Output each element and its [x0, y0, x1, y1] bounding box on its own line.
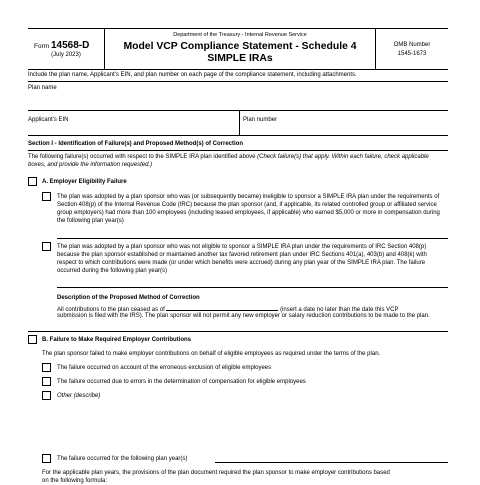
failure-a-option1-text: The plan was adopted by a plan sponsor who was (or subsequently became) ineligible to sponsor a SIMPLE IRA plan under the requirements of Section 408(p) of the Internal Revenue Code (IRC) because the plan sponsor (and, if applicable, its related controlled group or affiliated service group employers) had more than 100 employees (including leased employees, if applicable) who earned $5,000 or more in compensation during the following plan year(s): [57, 194, 440, 224]
form-number: [34, 40, 89, 51]
omb-label: OMB Number: [393, 42, 431, 48]
failure-b-intro: The plan sponsor failed to make employer contributions on behalf of eligible employees as required under the terms of the plan.: [42, 351, 381, 357]
correction-before: All contributions to the plan ceased as of: [57, 307, 165, 313]
plan-years-line-b[interactable]: [215, 462, 448, 463]
plan-number-field[interactable]: [241, 124, 448, 135]
divider: [28, 331, 448, 332]
form-title: [104, 41, 376, 65]
failure-b-label: B. Failure to Make Required Employer Contributions: [42, 337, 192, 343]
form-title-line2: SIMPLE IRAs: [207, 53, 273, 64]
failure-a-label: A. Employer Eligibility Failure: [42, 179, 127, 185]
failure-b-option2-checkbox[interactable]: [42, 377, 51, 386]
failure-a-option1-checkbox[interactable]: [42, 192, 51, 201]
correction-heading: Description of the Proposed Method of Correction: [57, 295, 200, 301]
failure-b-footer-line1: For the applicable plan years, the provisions of the plan document required the plan sponsor to make employer contributions based: [42, 470, 390, 476]
plan-number-label: Plan number: [243, 117, 278, 123]
divider: [28, 150, 448, 151]
plan-name-field[interactable]: [28, 91, 448, 109]
section1-intro: [28, 153, 448, 169]
failure-b-option3-text: Other (describe): [57, 393, 101, 399]
instructions: Include the plan name, Applicant's EIN, and plan number on each page of the compliance statement, including attachments.: [28, 72, 357, 78]
failure-b-years-checkbox[interactable]: [42, 454, 51, 463]
failure-b-option1-text: The failure occurred on account of the erroneous exclusion of eligible employees: [57, 365, 272, 371]
form-number-box: [28, 29, 105, 69]
form-number-value: 14568-D: [50, 40, 90, 51]
divider: [28, 135, 448, 136]
cease-date-field[interactable]: [166, 304, 278, 311]
failure-b-option1-checkbox[interactable]: [42, 363, 51, 372]
failure-b-footer-line2: on the following formula:: [42, 478, 108, 484]
failure-b-option2-text: The failure occurred due to errors in the determination of compensation for eligible employees: [57, 379, 306, 385]
failure-a-checkbox[interactable]: [28, 177, 37, 186]
section1-heading: Section I - Identification of Failure(s) and Proposed Method(s) of Correction: [28, 141, 244, 147]
ein-label: Applicant's EIN: [28, 117, 69, 123]
failure-b-years-text: The failure occurred for the following plan year(s): [57, 456, 188, 462]
agency-name: Department of the Treasury - Internal Revenue Service: [173, 32, 307, 38]
section1-intro-note: (Check failure(s) that apply. Within each failure, check applicable boxes, and provide the information requested.): [28, 154, 429, 168]
other-description-field[interactable]: [57, 402, 448, 448]
correction-after: (insert a date no later than the date this VCP: [280, 307, 399, 313]
failure-b-checkbox[interactable]: [28, 335, 37, 344]
plan-years-line-a1[interactable]: [57, 238, 448, 239]
divider: [28, 110, 448, 111]
form-header: [28, 28, 448, 70]
correction-text-rest: submission is filed with the IRS). The plan sponsor will not permit any new employer or salary reduction contributions to be made to the plan.: [57, 313, 430, 319]
omb-info: [376, 41, 448, 59]
form-label: Form: [34, 43, 50, 50]
section1-intro-text: The following failure(s) occurred with respect to the SIMPLE IRA plan identified above: [28, 154, 256, 160]
plan-years-line-a2[interactable]: [57, 287, 448, 288]
divider: [28, 81, 448, 82]
omb-box: [375, 29, 448, 69]
plan-name-label: Plan name: [28, 85, 57, 91]
omb-number: 1545-1673: [397, 51, 427, 57]
form-title-line1: Model VCP Compliance Statement - Schedule 4: [123, 41, 357, 52]
failure-a-option2-text: The plan was adopted by a plan sponsor who was not eligible to sponsor a SIMPLE IRA plan under the requirements of IRC Section 408(p) because the plan sponsor established or maintained another tax favored retirement plan under IRC Sections 401(a), 403(b) and 408(k) with respect to which contributions were made (or under which benefits were accrued) during any plan year of the SIMPLE IRA plan. The failure occurred during the following plan year(s): [57, 244, 427, 274]
ein-field[interactable]: [28, 124, 238, 135]
form-revision: (July 2023): [51, 52, 81, 58]
failure-b-option3-checkbox[interactable]: [42, 391, 51, 400]
failure-a-option2-checkbox[interactable]: [42, 242, 51, 251]
field-divider: [239, 111, 240, 135]
